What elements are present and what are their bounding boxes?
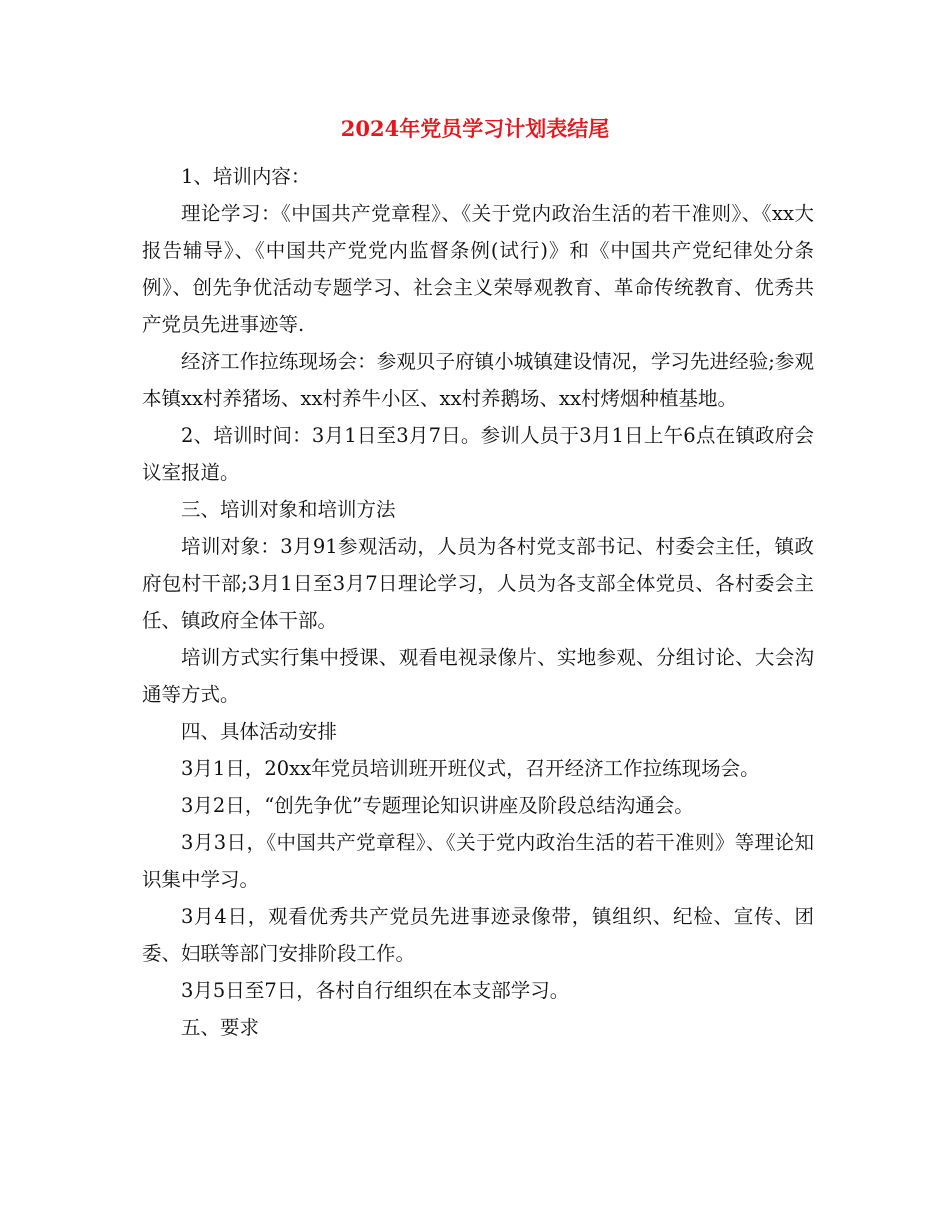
paragraph-section-four-heading: 四、具体活动安排 [181, 720, 338, 743]
paragraph-schedule-day-4: 3月4日，观看优秀共产党员先进事迹录像带，镇组织、纪检、宣传、团委、妇联等部门安排阶段工作。 [142, 905, 814, 965]
paragraph-training-targets: 培训对象：3月91参观活动，人员为各村党支部书记、村委会主任，镇政府包村干部;3月1日至3月7日理论学习，人员为各支部全体党员、各村委会主任、镇政府全体干部。 [142, 535, 814, 632]
paragraph-schedule-day-2: 3月2日，“创先争优”专题理论知识讲座及阶段总结沟通会。 [181, 794, 694, 817]
paragraph-schedule-day-5-7: 3月5日至7日，各村自行组织在本支部学习。 [181, 979, 570, 1002]
paragraph-training-content-heading: 1、培训内容： [181, 165, 311, 188]
document-title: 2024年党员学习计划表结尾 [340, 116, 610, 141]
paragraph-section-three-heading: 三、培训对象和培训方法 [181, 498, 396, 521]
paragraph-theory-study: 理论学习：《中国共产党章程》、《关于党内政治生活的若干准则》、《xx大报告辅导》、《中国共产党党内监督条例(试行)》和《中国共产党纪律处分条例》、创先争优活动专题学习、社会主义荣辱观教育、革命传统教育、优秀共产党员先进事迹等. [142, 202, 814, 336]
paragraph-economic-field-meeting: 经济工作拉练现场会：参观贝子府镇小城镇建设情况，学习先进经验;参观本镇xx村养猪场、xx村养牛小区、xx村养鹅场、xx村烤烟种植基地。 [142, 350, 814, 410]
paragraph-schedule-day-3: 3月3日，《中国共产党章程》、《关于党内政治生活的若干准则》等理论知识集中学习。 [142, 831, 814, 891]
paragraph-section-five-heading: 五、要求 [181, 1016, 260, 1039]
paragraph-schedule-day-1: 3月1日，20xx年党员培训班开班仪式，召开经济工作拉练现场会。 [181, 757, 760, 780]
paragraph-training-time: 2、培训时间：3月1日至3月7日。参训人员于3月1日上午6点在镇政府会议室报道。 [142, 424, 814, 484]
document-body [142, 158, 814, 1046]
paragraph-training-methods: 培训方式实行集中授课、观看电视录像片、实地参观、分组讨论、大会沟通等方式。 [142, 646, 814, 706]
